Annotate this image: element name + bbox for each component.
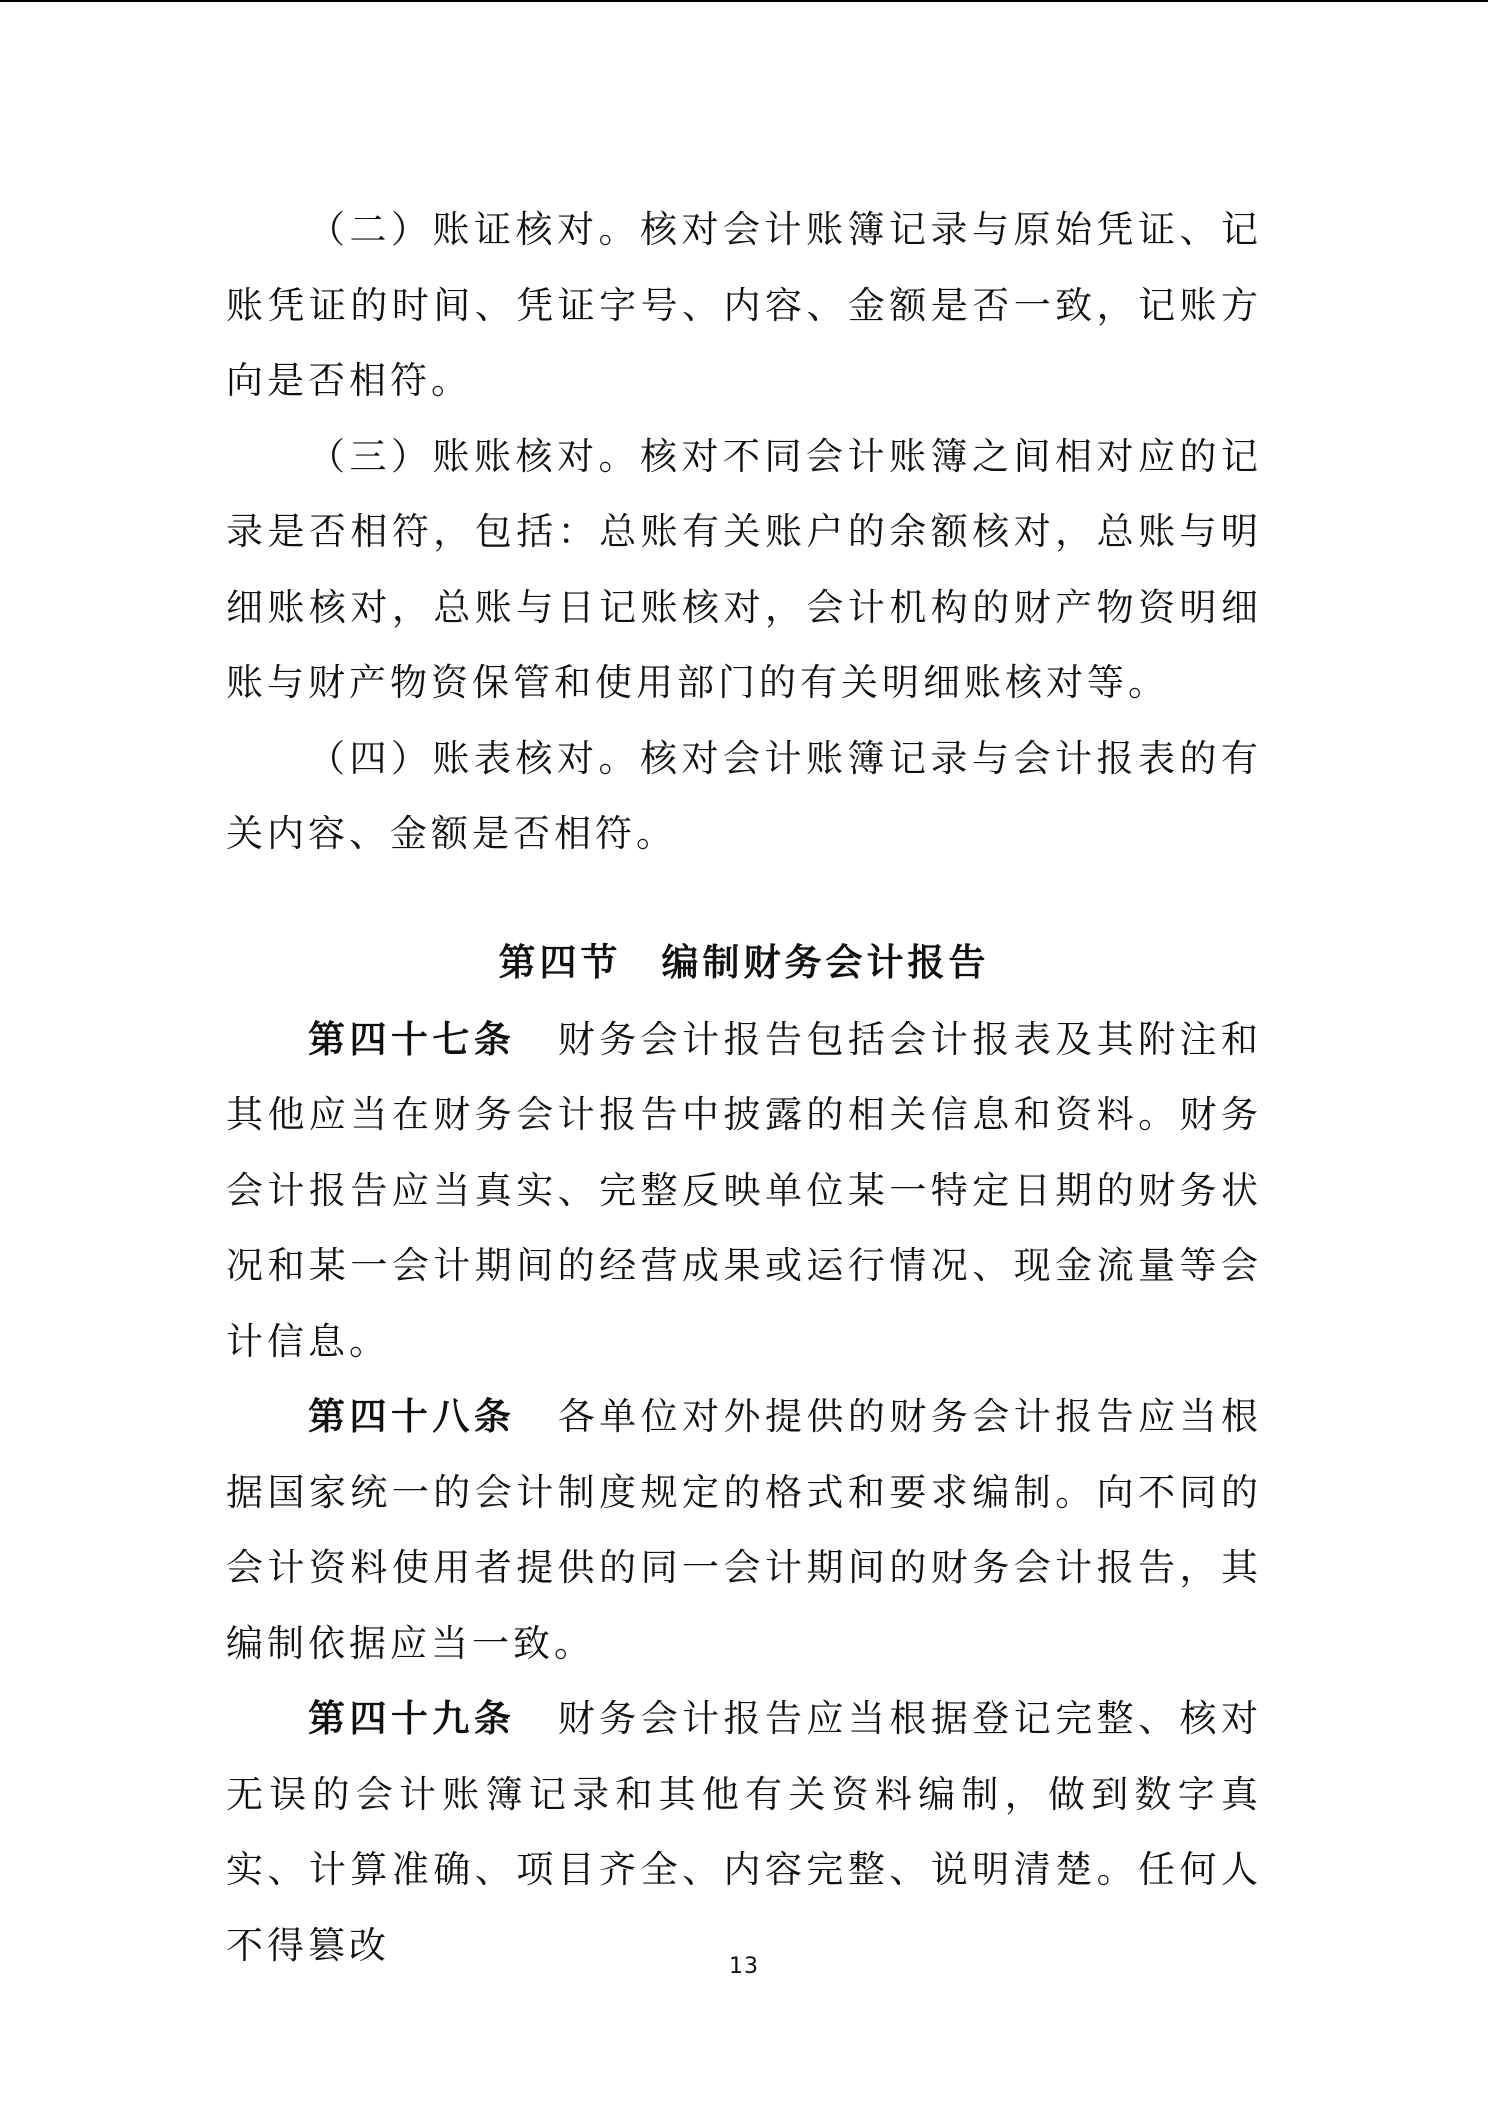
section-number: 第四节 [498, 940, 622, 984]
page-number: 13 [729, 1954, 759, 1979]
paragraph-account-voucher-check: （二）账证核对。核对会计账簿记录与原始凭证、记账凭证的时间、凭证字号、内容、金额是否一致，记账方向是否相符。 [226, 208, 1262, 402]
article-label: 第四十八条 [308, 1395, 516, 1438]
paragraph-account-report-check: （四）账表核对。核对会计账簿记录与会计报表的有关内容、金额是否相符。 [226, 736, 1262, 855]
article-text: 财务会计报告应当根据登记完整、核对无误的会计账簿记录和其他有关资料编制，做到数字真实、计算准确、项目齐全、内容完整、说明清楚。任何人不得篡改 [226, 1697, 1263, 1967]
paragraph-account-account-check: （三）账账核对。核对不同会计账簿之间相对应的记录是否相符，包括：总账有关账户的余额核对，总账与明细账核对，总账与日记账核对，会计机构的财产物资明细账与财产物资保管和使用部门的有关明细账核对等。 [226, 434, 1262, 704]
top-border-line [0, 0, 1488, 2]
article-47 [226, 1002, 1262, 1380]
article-text: 财务会计报告包括会计报表及其附注和其他应当在财务会计报告中披露的相关信息和资料。财务会计报告应当真实、完整反映单位某一特定日期的财务状况和某一会计期间的经营成果或运行情况、现金流量等会计信息。 [226, 1017, 1263, 1363]
article-text: 各单位对外提供的财务会计报告应当根据国家统一的会计制度规定的格式和要求编制。向不同的会计资料使用者提供的同一会计期间的财务会计报告，其编制依据应当一致。 [226, 1395, 1263, 1665]
article-label: 第四十七条 [308, 1017, 516, 1061]
section-title: 编制财务会计报告 [661, 940, 990, 984]
article-49 [226, 1681, 1262, 1983]
document-body [226, 192, 1262, 1983]
section-heading [226, 928, 1262, 998]
article-label: 第四十九条 [308, 1697, 516, 1740]
article-48 [226, 1379, 1262, 1681]
